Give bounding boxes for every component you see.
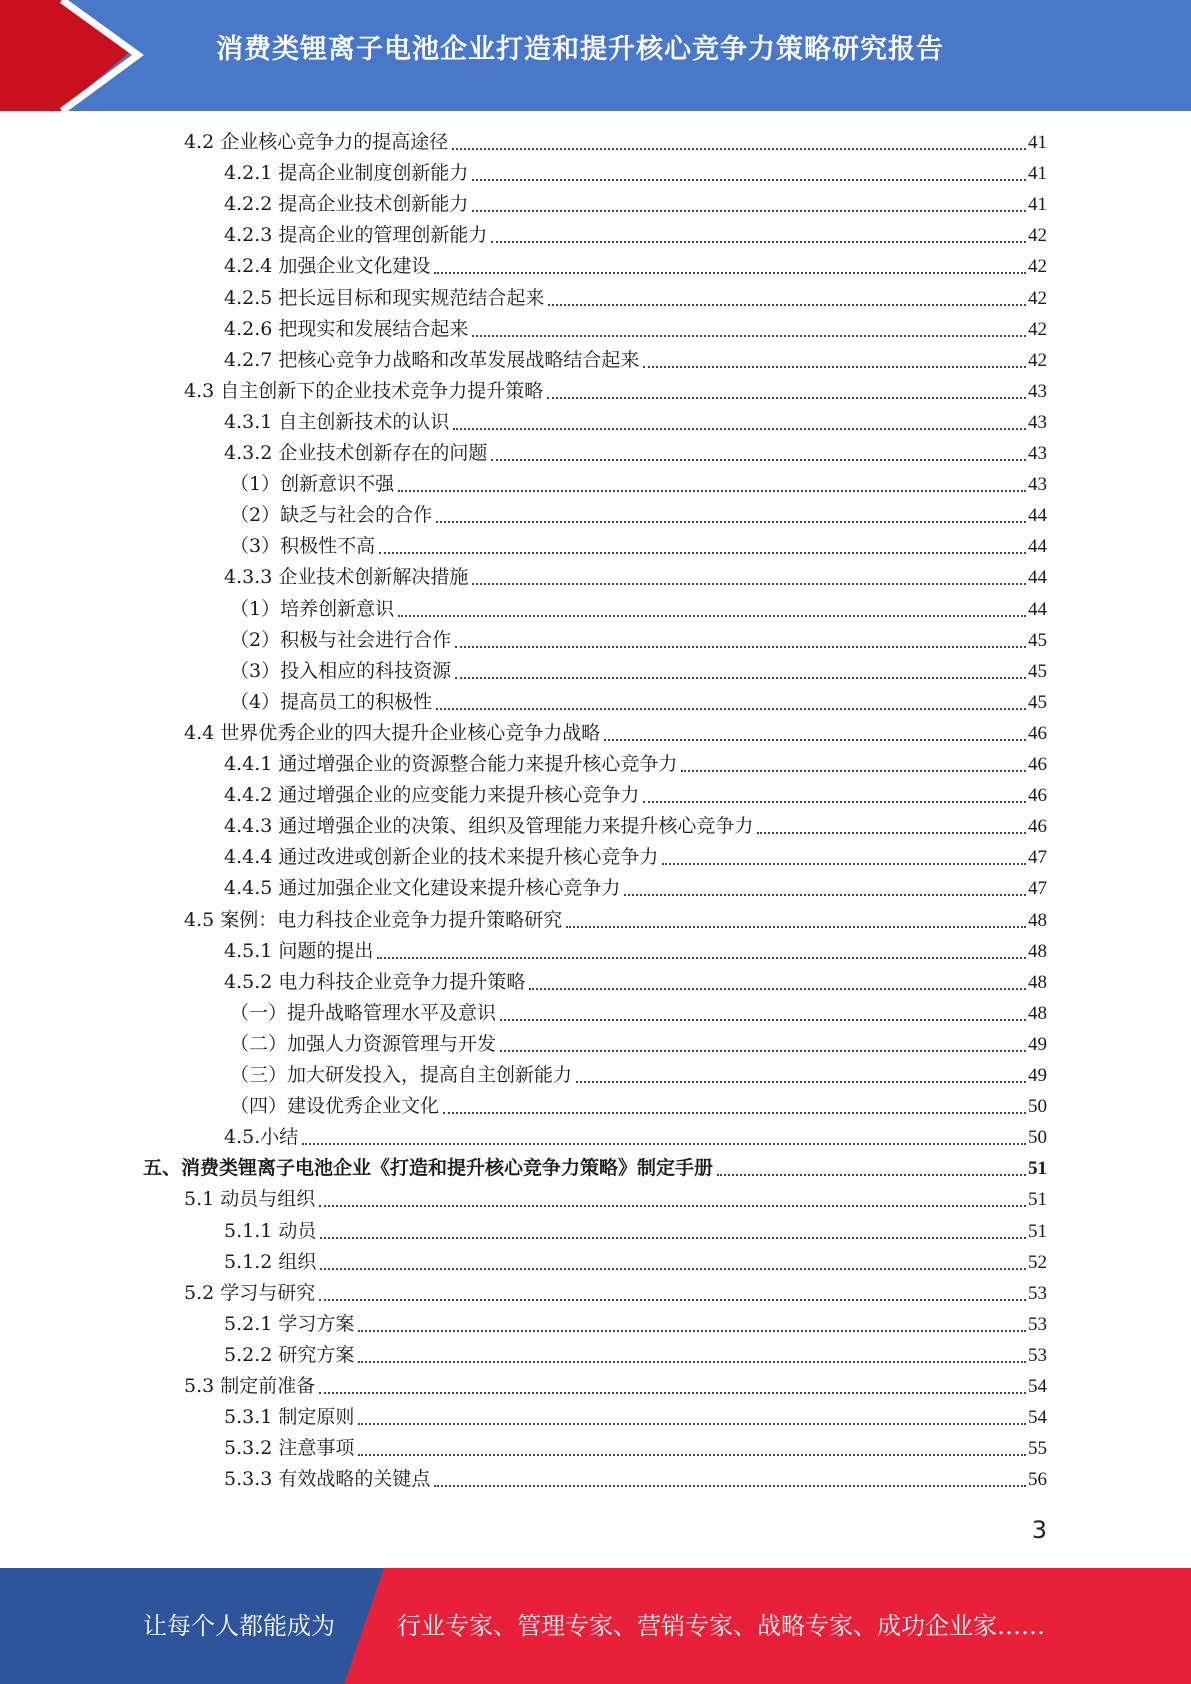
toc-dot-leader bbox=[472, 179, 1026, 181]
toc-dot-leader bbox=[472, 335, 1026, 337]
toc-entry-title: 4.4.3 通过增强企业的决策、组织及管理能力来提升核心竞争力 bbox=[224, 815, 754, 838]
toc-entry-title: 5.3.3 有效战略的关键点 bbox=[224, 1468, 431, 1491]
toc-entry[interactable] bbox=[224, 1122, 1047, 1153]
toc-entry[interactable] bbox=[224, 438, 1047, 469]
toc-entry[interactable] bbox=[224, 873, 1047, 904]
toc-entry[interactable] bbox=[230, 500, 1047, 531]
toc-entry-page: 46 bbox=[1028, 816, 1047, 838]
toc-entry-title: （一）提升战略管理水平及意识 bbox=[230, 1001, 497, 1024]
toc-entry-title: 5.3.1 制定原则 bbox=[224, 1406, 355, 1429]
toc-entry-title: 5.3.2 注意事项 bbox=[224, 1437, 355, 1460]
toc-entry-page: 48 bbox=[1028, 909, 1047, 931]
toc-entry-page: 45 bbox=[1028, 691, 1047, 713]
toc-entry-title: 4.3 自主创新下的企业技术竞争力提升策略 bbox=[184, 379, 544, 402]
toc-entry-page: 41 bbox=[1028, 194, 1047, 216]
toc-entry-title: 4.5.1 问题的提出 bbox=[224, 939, 374, 962]
toc-entry-page: 44 bbox=[1028, 567, 1047, 589]
toc-entry[interactable] bbox=[224, 842, 1047, 873]
toc-dot-leader bbox=[548, 304, 1026, 306]
toc-entry-title: 4.4.5 通过加强企业文化建设来提升核心竞争力 bbox=[224, 877, 621, 900]
toc-entry-page: 41 bbox=[1028, 132, 1047, 153]
toc-entry-title: 4.4.4 通过改进或创新企业的技术来提升核心竞争力 bbox=[224, 846, 659, 869]
footer-slogan-right: 行业专家、管理专家、营销专家、战略专家、成功企业家…… bbox=[397, 1612, 1045, 1640]
toc-entry[interactable] bbox=[224, 967, 1047, 998]
toc-entry-page: 49 bbox=[1028, 1065, 1047, 1086]
toc-dot-leader bbox=[604, 739, 1026, 741]
toc-dot-leader bbox=[472, 210, 1026, 212]
toc-dot-leader bbox=[500, 1050, 1026, 1052]
toc-dot-leader bbox=[455, 646, 1026, 648]
toc-dot-leader bbox=[643, 366, 1026, 368]
toc-entry-title: 4.4.2 通过增强企业的应变能力来提升核心竞争力 bbox=[224, 784, 640, 807]
red-arrow-shape bbox=[0, 0, 130, 111]
toc-dot-leader bbox=[358, 1361, 1026, 1363]
toc-entry-title: 4.5 案例：电力科技企业竞争力提升策略研究 bbox=[184, 908, 563, 931]
toc-entry[interactable] bbox=[230, 1029, 1047, 1060]
toc-entry[interactable] bbox=[230, 1060, 1047, 1091]
toc-entry[interactable] bbox=[224, 780, 1047, 811]
toc-dot-leader bbox=[302, 1143, 1026, 1145]
toc-entry-page: 44 bbox=[1028, 598, 1047, 620]
toc-dot-leader bbox=[500, 1019, 1026, 1021]
toc-entry[interactable] bbox=[184, 127, 1047, 158]
toc-dot-leader bbox=[434, 1485, 1026, 1487]
toc-entry[interactable] bbox=[224, 345, 1047, 376]
toc-dot-leader bbox=[436, 708, 1026, 710]
toc-entry[interactable] bbox=[184, 376, 1047, 407]
toc-dot-leader bbox=[319, 1205, 1026, 1207]
toc-dot-leader bbox=[643, 801, 1026, 803]
toc-entry-title: 4.5.小结 bbox=[224, 1126, 299, 1149]
toc-entry-title: （2）缺乏与社会的合作 bbox=[230, 504, 433, 527]
toc-dot-leader bbox=[358, 1423, 1026, 1425]
toc-dot-leader bbox=[443, 1112, 1026, 1114]
toc-entry-title: 5.1.2 组织 bbox=[224, 1250, 317, 1273]
toc-entry-title: 5.2.2 研究方案 bbox=[224, 1343, 355, 1366]
toc-entry-title: 4.2 企业核心竞争力的提高途径 bbox=[184, 131, 449, 153]
toc-entry-title: （4）提高员工的积极性 bbox=[230, 690, 433, 713]
toc-entry-title: 五、消费类锂离子电池企业《打造和提升核心竞争力策略》制定手册 bbox=[143, 1157, 714, 1180]
toc-entry-page: 55 bbox=[1028, 1438, 1047, 1460]
toc-dot-leader bbox=[624, 894, 1026, 896]
toc-entry[interactable] bbox=[224, 936, 1047, 967]
toc-entry-page: 49 bbox=[1028, 1033, 1047, 1055]
toc-dot-leader bbox=[566, 926, 1026, 928]
toc-entry-title: 4.2.2 提高企业技术创新能力 bbox=[224, 193, 469, 216]
toc-entry-page: 53 bbox=[1028, 1344, 1047, 1366]
toc-entry-page: 50 bbox=[1028, 1096, 1047, 1118]
toc-entry-page: 48 bbox=[1028, 940, 1047, 962]
toc-entry-page: 53 bbox=[1028, 1282, 1047, 1304]
toc-entry[interactable] bbox=[224, 189, 1047, 220]
toc-entry[interactable] bbox=[224, 407, 1047, 438]
toc-entry-page: 43 bbox=[1028, 411, 1047, 433]
toc-entry-page: 53 bbox=[1028, 1313, 1047, 1335]
toc-entry-title: 5.2 学习与研究 bbox=[184, 1281, 316, 1304]
toc-dot-leader bbox=[358, 1330, 1026, 1332]
toc-dot-leader bbox=[491, 459, 1026, 461]
toc-entry-title: 4.2.6 把现实和发展结合起来 bbox=[224, 317, 469, 340]
toc-dot-leader bbox=[662, 863, 1026, 865]
toc-dot-leader bbox=[547, 397, 1026, 399]
toc-entry-page: 42 bbox=[1028, 318, 1047, 340]
toc-dot-leader bbox=[491, 241, 1026, 243]
toc-entry-title: 5.3 制定前准备 bbox=[184, 1375, 316, 1397]
toc-entry-title: 4.3.1 自主创新技术的认识 bbox=[224, 410, 450, 433]
toc-entry[interactable] bbox=[230, 531, 1047, 562]
toc-entry-title: 4.2.5 把长远目标和现实规范结合起来 bbox=[224, 286, 545, 309]
toc-dot-leader bbox=[434, 272, 1026, 274]
toc-entry[interactable] bbox=[224, 314, 1047, 345]
toc-entry[interactable] bbox=[224, 158, 1047, 189]
toc-entry-title: 5.2.1 学习方案 bbox=[224, 1312, 355, 1335]
toc-entry-title: （四）建设优秀企业文化 bbox=[230, 1095, 440, 1118]
toc-entry-title: 4.2.3 提高企业的管理创新能力 bbox=[224, 224, 488, 247]
toc-entry-page: 46 bbox=[1028, 754, 1047, 775]
toc-entry-page: 46 bbox=[1028, 722, 1047, 744]
toc-entry[interactable] bbox=[224, 1247, 1047, 1278]
toc-entry-page: 45 bbox=[1028, 629, 1047, 651]
toc-dot-leader bbox=[436, 521, 1026, 523]
toc-entry[interactable] bbox=[224, 1309, 1047, 1340]
toc-entry[interactable] bbox=[224, 283, 1047, 314]
footer-banner bbox=[0, 1568, 1191, 1684]
toc-entry-title: 4.3.2 企业技术创新存在的问题 bbox=[224, 442, 488, 464]
toc-entry-title: 4.5.2 电力科技企业竞争力提升策略 bbox=[224, 970, 526, 993]
toc-entry-title: （3）投入相应的科技资源 bbox=[230, 659, 452, 682]
toc-entry-page: 51 bbox=[1028, 1189, 1047, 1211]
toc-entry-page: 43 bbox=[1028, 443, 1047, 464]
toc-entry-page: 48 bbox=[1028, 971, 1047, 993]
toc-entry-page: 54 bbox=[1028, 1407, 1047, 1429]
toc-entry[interactable] bbox=[224, 251, 1047, 282]
header-banner bbox=[0, 0, 1191, 111]
toc-entry[interactable] bbox=[224, 1464, 1047, 1495]
toc-entry[interactable] bbox=[184, 1278, 1047, 1309]
toc-dot-leader bbox=[681, 770, 1026, 772]
toc-entry-title: 5.1.1 动员 bbox=[224, 1219, 317, 1242]
toc-entry-page: 50 bbox=[1028, 1127, 1047, 1149]
toc-entry-page: 51 bbox=[1028, 1158, 1047, 1180]
toc-dot-leader bbox=[717, 1174, 1026, 1176]
toc-entry-page: 41 bbox=[1028, 163, 1047, 185]
toc-entry-title: 4.4 世界优秀企业的四大提升企业核心竞争力战略 bbox=[184, 721, 601, 744]
document-title: 消费类锂离子电池企业打造和提升核心竞争力策略研究报告 bbox=[216, 34, 944, 65]
toc-dot-leader bbox=[320, 1268, 1026, 1270]
toc-dot-leader bbox=[576, 1081, 1026, 1083]
toc-entry-page: 47 bbox=[1028, 878, 1047, 900]
toc-entry[interactable] bbox=[184, 905, 1047, 936]
toc-dot-leader bbox=[472, 583, 1026, 585]
toc-entry-page: 46 bbox=[1028, 785, 1047, 807]
toc-entry-title: （3）积极性不高 bbox=[230, 535, 376, 558]
toc-entry-page: 42 bbox=[1028, 256, 1047, 278]
toc-entry[interactable] bbox=[224, 1340, 1047, 1371]
toc-entry-title: 4.2.7 把核心竞争力战略和改革发展战略结合起来 bbox=[224, 348, 640, 371]
toc-entry-page: 44 bbox=[1028, 505, 1047, 527]
toc-entry[interactable] bbox=[143, 1153, 1047, 1184]
toc-entry[interactable] bbox=[224, 220, 1047, 251]
toc-entry-title: 4.2.4 加强企业文化建设 bbox=[224, 255, 431, 278]
toc-entry-page: 43 bbox=[1028, 380, 1047, 402]
toc-entry-page: 45 bbox=[1028, 660, 1047, 682]
toc-entry[interactable] bbox=[224, 749, 1047, 780]
toc-entry-page: 43 bbox=[1028, 474, 1047, 496]
toc-entry[interactable] bbox=[184, 1184, 1047, 1215]
toc-entry-page: 56 bbox=[1028, 1469, 1047, 1491]
toc-entry[interactable] bbox=[230, 687, 1047, 718]
toc-entry-title: 4.2.1 提高企业制度创新能力 bbox=[224, 162, 469, 185]
toc-entry[interactable] bbox=[224, 1216, 1047, 1247]
toc-entry[interactable] bbox=[230, 998, 1047, 1029]
toc-entry[interactable] bbox=[230, 625, 1047, 656]
toc-entry[interactable] bbox=[230, 656, 1047, 687]
toc-entry-title: （1）创新意识不强 bbox=[230, 473, 395, 496]
page-number: 3 bbox=[1031, 1516, 1047, 1544]
toc-dot-leader bbox=[320, 1237, 1026, 1239]
toc-dot-leader bbox=[757, 832, 1026, 834]
toc-entry-page: 48 bbox=[1028, 1002, 1047, 1024]
toc-entry[interactable] bbox=[184, 718, 1047, 749]
toc-entry-page: 54 bbox=[1028, 1376, 1047, 1397]
toc-entry-page: 42 bbox=[1028, 225, 1047, 247]
toc-entry-page: 52 bbox=[1028, 1251, 1047, 1273]
toc-dot-leader bbox=[453, 428, 1026, 430]
toc-entry[interactable] bbox=[224, 811, 1047, 842]
red-arrow-emblem bbox=[0, 0, 170, 111]
toc-entry-page: 47 bbox=[1028, 847, 1047, 869]
toc-entry[interactable] bbox=[230, 469, 1047, 500]
toc-dot-leader bbox=[319, 1299, 1026, 1301]
toc-entry[interactable] bbox=[224, 1402, 1047, 1433]
toc-entry-title: （1）培养创新意识 bbox=[230, 597, 395, 620]
toc-dot-leader bbox=[358, 1454, 1026, 1456]
toc-dot-leader bbox=[455, 677, 1026, 679]
toc-entry-page: 44 bbox=[1028, 536, 1047, 558]
toc-dot-leader bbox=[529, 988, 1026, 990]
toc-dot-leader bbox=[379, 552, 1026, 554]
toc-dot-leader bbox=[452, 148, 1026, 150]
toc-dot-leader bbox=[398, 490, 1026, 492]
toc-dot-leader bbox=[319, 1392, 1026, 1394]
footer-slogan-left: 让每个人都能成为 bbox=[143, 1612, 335, 1640]
toc-entry[interactable] bbox=[224, 1433, 1047, 1464]
toc-entry-page: 51 bbox=[1028, 1220, 1047, 1242]
toc-entry-title: （三）加大研发投入，提高自主创新能力 bbox=[230, 1064, 573, 1086]
toc-entry-title: （二）加强人力资源管理与开发 bbox=[230, 1032, 497, 1055]
toc-entry[interactable] bbox=[230, 594, 1047, 625]
toc-entry[interactable] bbox=[224, 562, 1047, 593]
toc-entry-title: （2）积极与社会进行合作 bbox=[230, 628, 452, 651]
toc-entry-page: 42 bbox=[1028, 287, 1047, 309]
toc-entry[interactable] bbox=[230, 1091, 1047, 1122]
toc-entry[interactable] bbox=[184, 1371, 1047, 1402]
toc-entry-title: 4.4.1 通过增强企业的资源整合能力来提升核心竞争力 bbox=[224, 753, 678, 775]
toc-entry-page: 42 bbox=[1028, 349, 1047, 371]
toc-entry-title: 4.3.3 企业技术创新解决措施 bbox=[224, 566, 469, 589]
toc-dot-leader bbox=[377, 957, 1026, 959]
toc-entry-title: 5.1 动员与组织 bbox=[184, 1188, 316, 1211]
toc-dot-leader bbox=[398, 615, 1026, 617]
